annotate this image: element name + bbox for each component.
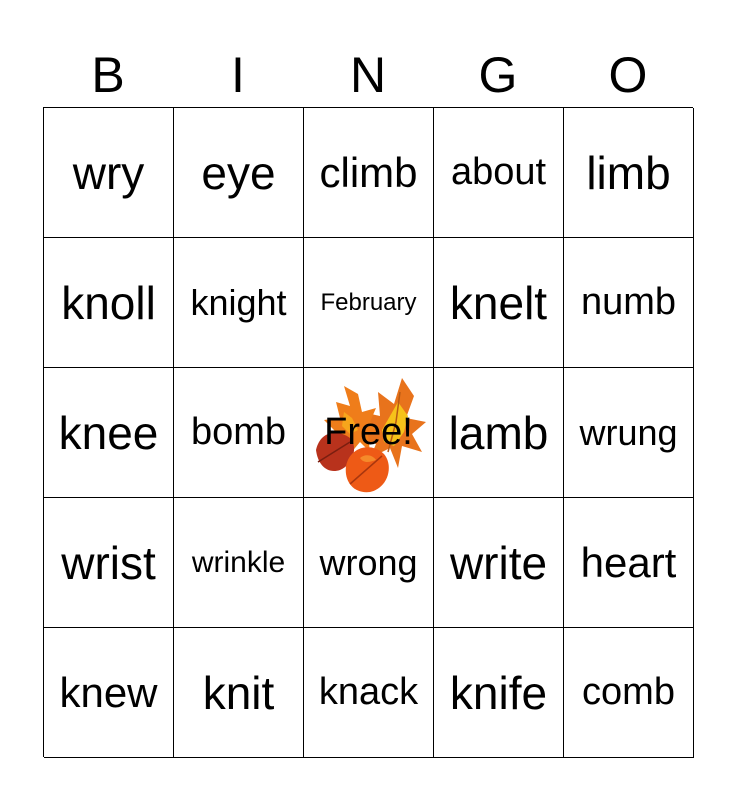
cell-word: comb xyxy=(582,671,675,713)
bingo-cell[interactable] xyxy=(44,368,174,498)
bingo-cell[interactable] xyxy=(44,108,174,238)
bingo-cell[interactable] xyxy=(44,628,174,758)
cell-word: knoll xyxy=(61,276,156,329)
header-letter-g: G xyxy=(478,47,518,103)
bingo-cell[interactable] xyxy=(304,238,434,368)
cell-word: bomb xyxy=(190,411,287,453)
cell-word: wrung xyxy=(579,411,678,453)
free-space-cell[interactable] xyxy=(304,368,434,498)
cell-word: wrist xyxy=(61,536,156,589)
cell-word: February xyxy=(320,288,417,316)
bingo-cell[interactable] xyxy=(564,628,694,758)
cell-word: wry xyxy=(72,146,145,199)
bingo-cell[interactable] xyxy=(44,498,174,628)
header-letter-b: B xyxy=(91,47,125,103)
bingo-header xyxy=(43,42,693,108)
bingo-cell[interactable] xyxy=(174,238,304,368)
bingo-cell[interactable] xyxy=(434,628,564,758)
cell-word: write xyxy=(449,536,548,589)
bingo-cell[interactable] xyxy=(564,498,694,628)
bingo-cell[interactable] xyxy=(304,498,434,628)
bingo-cell[interactable] xyxy=(174,628,304,758)
bingo-cell[interactable] xyxy=(174,498,304,628)
cell-word: numb xyxy=(580,281,677,323)
bingo-cell[interactable] xyxy=(434,108,564,238)
bingo-cell[interactable] xyxy=(174,368,304,498)
cell-word: climb xyxy=(319,148,418,196)
cell-word: lamb xyxy=(448,406,549,459)
free-space-label: Free! xyxy=(324,411,413,453)
cell-word: knee xyxy=(58,406,159,459)
bingo-cell[interactable] xyxy=(174,108,304,238)
header-letter-n: N xyxy=(349,47,387,103)
bingo-card-grid xyxy=(43,107,693,757)
cell-word: knelt xyxy=(449,276,548,329)
bingo-cell[interactable] xyxy=(44,238,174,368)
bingo-cell[interactable] xyxy=(564,238,694,368)
bingo-cell[interactable] xyxy=(434,498,564,628)
cell-word: heart xyxy=(580,538,677,586)
header-letter-i: I xyxy=(231,47,245,103)
bingo-cell[interactable] xyxy=(564,368,694,498)
bingo-cell[interactable] xyxy=(434,368,564,498)
bingo-cell[interactable] xyxy=(434,238,564,368)
cell-word: knit xyxy=(202,666,275,719)
cell-word: eye xyxy=(201,146,276,199)
cell-word: knack xyxy=(318,671,419,713)
cell-word: limb xyxy=(586,146,671,199)
cell-word: wrinkle xyxy=(191,545,286,579)
cell-word: knew xyxy=(59,668,158,716)
cell-word: wrong xyxy=(319,541,418,583)
cell-word: knight xyxy=(190,281,287,323)
header-letter-o: O xyxy=(608,47,648,103)
bingo-cell[interactable] xyxy=(304,628,434,758)
bingo-cell[interactable] xyxy=(304,108,434,238)
bingo-cell[interactable] xyxy=(564,108,694,238)
cell-word: knife xyxy=(449,666,548,719)
cell-word: about xyxy=(450,151,547,193)
